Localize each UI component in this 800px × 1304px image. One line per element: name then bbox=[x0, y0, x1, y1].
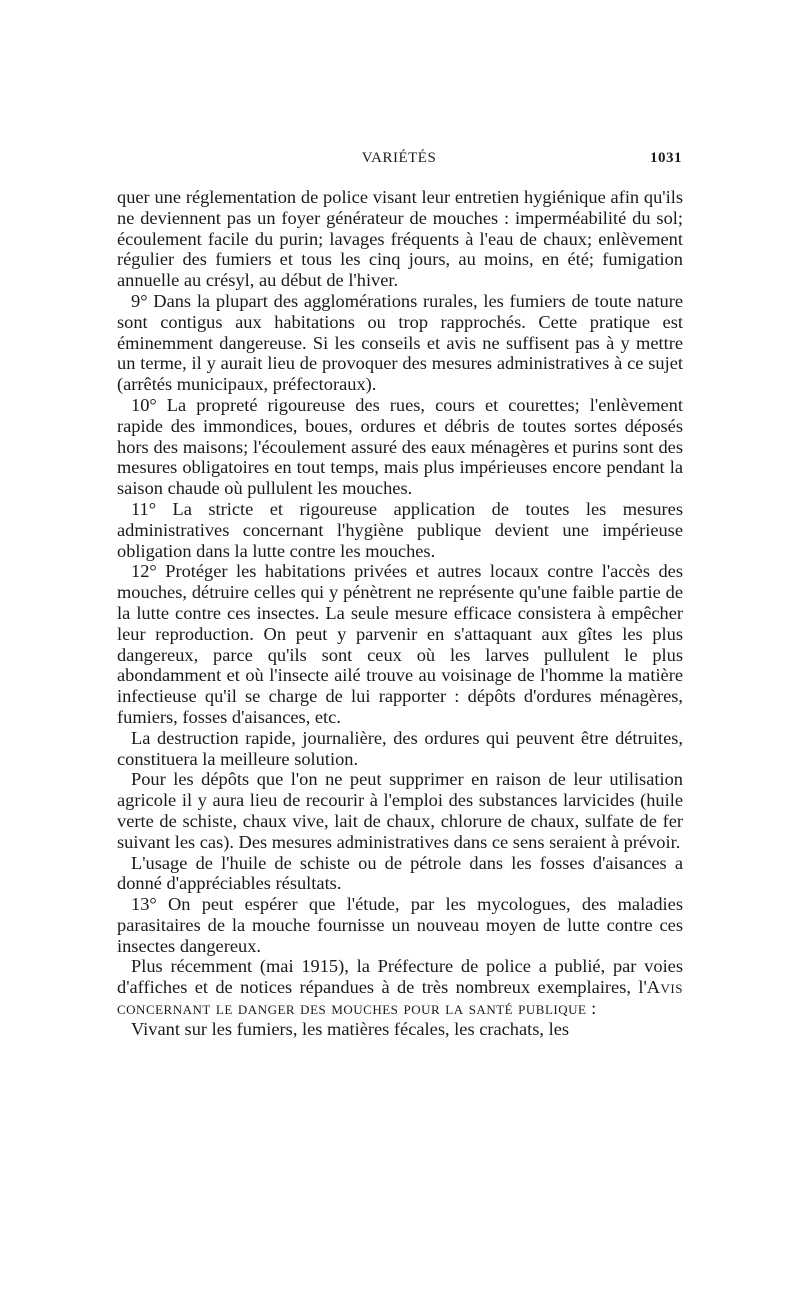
prefecture-lead: Plus récemment (mai 1915), la Préfecture de police a publié, par voies d'affiches et de notices répandues à de très nombreux exemplaires, l' bbox=[117, 956, 683, 998]
page-number: 1031 bbox=[650, 150, 682, 166]
paragraph-item-10: 10° La propreté rigoureuse des rues, cours et courettes; l'enlèvement rapide des immondices, boues, ordures et débris de toutes sortes déposés hors des maisons; l'écoulement assuré des eaux ménagères et purins sont des mesures obligatoires en tout temps, mais plus impérieuses encore pendant la saison chaude où pullulent les mouches. bbox=[117, 394, 683, 499]
paragraph-usage: L'usage de l'huile de schiste ou de pétrole dans les fosses d'aisances a donné d'appréciables résultats. bbox=[117, 852, 683, 894]
paragraph-item-13: 13° On peut espérer que l'étude, par les mycologues, des maladies parasitaires de la mouche fournisse un nouveau moyen de lutte contre ces insectes dangereux. bbox=[117, 894, 683, 956]
paragraph-item-9: 9° Dans la plupart des agglomérations rurales, les fumiers de toute nature sont contigus aux habitations ou trop rapprochés. Cette pratique est éminemment dangereuse. Si les conseils et avis ne suffisent pas à y mettre un terme, il y aurait lieu de provoquer des mesures administratives à ce sujet (arrêtés municipaux, préfectoraux). bbox=[117, 290, 683, 395]
running-header bbox=[116, 150, 682, 180]
running-title: VARIÉTÉS bbox=[361, 150, 437, 166]
paragraph-continued: quer une réglementation de police visant leur entretien hygiénique afin qu'ils ne deviennent pas un foyer générateur de mouches : imperméabilité du sol; écoulement facile du purin; lavages fréquents à l'eau de chaux; enlèvement régulier des fumiers et tous les cinq jours, au moins, en été; fumigation annuelle au crésyl, au début de l'hiver. bbox=[117, 187, 683, 291]
notice-title: Avis concernant le danger des mouches pour la santé publique bbox=[117, 977, 683, 1019]
paragraph-depots: Pour les dépôts que l'on ne peut supprimer en raison de leur utilisation agricole il y aura lieu de recourir à l'emploi des substances larvicides (huile verte de schiste, chaux vive, lait de chaux, chlorure de chaux, sulfate de fer suivant les cas). Des mesures administratives dans ce sens seraient à prévoir. bbox=[117, 769, 683, 852]
paragraph-destruction: La destruction rapide, journalière, des ordures qui peuvent être détruites, constituera la meilleure solution. bbox=[117, 727, 683, 769]
paragraph-item-11: 11° La stricte et rigoureuse application de toutes les mesures administratives concernant l'hygiène publique devient une impérieuse obligation dans la lutte contre les mouches. bbox=[117, 498, 683, 561]
prefecture-tail: : bbox=[586, 998, 597, 1019]
paragraph-prefecture bbox=[117, 956, 683, 1018]
body-text bbox=[117, 187, 683, 1040]
paragraph-item-12: 12° Protéger les habitations privées et autres locaux contre l'accès des mouches, détruire celles qui y pénètrent ne représente qu'une faible partie de la lutte contre ces insectes. La seule mesure efficace consistera à empêcher leur reproduction. On peut y parvenir en s'attaquant aux gîtes les plus dangereux, parce qu'ils sont ceux où les larves pullulent le plus abondamment et où l'insecte ailé trouve au voisinage de l'homme la matière infectieuse qu'il se charge de lui rapporter : dépôts d'ordures ménagères, fumiers, fosses d'aisances, etc. bbox=[117, 561, 683, 727]
paragraph-vivant: Vivant sur les fumiers, les matières fécales, les crachats, les bbox=[131, 1018, 570, 1039]
